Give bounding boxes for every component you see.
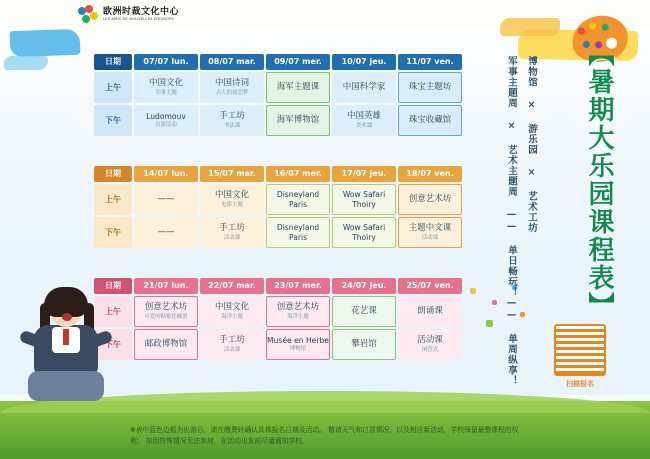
schedule-cell-title: 花艺课 [351, 306, 377, 317]
schedule-cell-title: Wow Safari Thoiry [342, 223, 386, 242]
table-row [94, 105, 462, 136]
confetti-icon [520, 312, 525, 317]
schedule-cell-title: Wow Safari Thoiry [342, 190, 386, 209]
header-cell-date: 10/07 jeu. [332, 54, 396, 70]
schedule-cell [134, 105, 198, 136]
schedule-cell-title: 海军主题课 [276, 82, 320, 93]
header-cell-date-label: 日期 [94, 54, 132, 70]
schedule-cell-subtitle: 美术课 [355, 122, 373, 129]
schedule-cell-subtitle: 闭营式 [421, 346, 439, 353]
row-label: 上午 [94, 72, 132, 103]
schedule-cell-title: Disneyland Paris [276, 190, 320, 209]
schedule-cell-subtitle: 古人的初恋梦 [215, 89, 249, 96]
table-row [94, 329, 462, 360]
header-cell-date: 22/07 mar. [200, 278, 264, 294]
schedule-cell [332, 184, 396, 215]
schedule-cell-title: Ludomouv [146, 112, 186, 122]
schedule-cell [200, 329, 264, 360]
schedule-cell [398, 184, 462, 215]
schedule-table-week-1 [92, 52, 464, 138]
schedule-cell-title: 创意艺术坊 [408, 194, 452, 205]
header-cell-date: 25/07 ven. [398, 278, 462, 294]
schedule-cell-title: 海军博物馆 [276, 115, 320, 126]
schedule-cell [200, 72, 264, 103]
table-header-row [94, 54, 462, 70]
schedule-cell [266, 184, 330, 215]
schedule-cell [398, 72, 462, 103]
schedule-cell-title: 手工坊 [219, 335, 245, 346]
table-row [94, 217, 462, 248]
header-cell-date: 07/07 lun. [134, 54, 198, 70]
schedule-cell-title: Disneyland Paris [276, 223, 320, 242]
schedule-cell [398, 296, 462, 327]
schedule-cell-title: 手工坊 [219, 111, 245, 122]
confetti-icon [470, 288, 476, 294]
schedule-cell-title: 邮政博物馆 [144, 339, 188, 350]
schedule-cell [134, 184, 198, 215]
schedule-cell-title: 中国科学家 [342, 82, 386, 93]
schedule-table-week-2 [92, 164, 464, 250]
header-cell-date: 23/07 mer. [266, 278, 330, 294]
schedule-cell-title: 中国文化 [214, 190, 249, 201]
confetti-icon [492, 300, 497, 305]
schedule-cell [134, 329, 198, 360]
schedule-cell-subtitle: 海洋主题 [221, 313, 243, 320]
schedule-cell [134, 217, 198, 248]
schedule-cell-title: 创意艺术坊 [144, 302, 188, 313]
header-cell-date-label: 日期 [94, 166, 132, 182]
schedule-cell [134, 296, 198, 327]
schedule-cell [332, 72, 396, 103]
schedule-cell-title: 手工坊 [219, 223, 245, 234]
header-cell-date: 18/07 ven. [398, 166, 462, 182]
table-row [94, 72, 462, 103]
schedule-cell-title: 中国英雄 [346, 111, 381, 122]
schedule-cell [332, 217, 396, 248]
schedule-cell-subtitle: 活动课 [223, 346, 241, 353]
schedule-cell [266, 105, 330, 136]
schedule-cell [332, 105, 396, 136]
schedule-cell [332, 329, 396, 360]
row-label: 上午 [94, 184, 132, 215]
schedule-cell-subtitle: 可爱的粘贴托邮票 [144, 313, 188, 320]
schedule-cell [398, 217, 462, 248]
schedule-cell [200, 217, 264, 248]
header-cell-date: 16/07 mer. [266, 166, 330, 182]
schedule-cell-subtitle: 活动课 [223, 234, 241, 241]
row-label: 上午 [94, 296, 132, 327]
poster-subtitle-line-1: 博物馆 × 游乐园 × 艺术工坊 [526, 56, 537, 233]
schedule-cell-title: —— [157, 194, 175, 205]
header-cell-date: 08/07 mar. [200, 54, 264, 70]
registration-qr-block[interactable] [548, 324, 612, 389]
confetti-icon [486, 320, 493, 327]
table-row [94, 296, 462, 327]
schedule-cell-subtitle: 海洋主题 [287, 313, 309, 320]
brand-name-cn: 欧洲时裁文化中心 [103, 7, 180, 18]
schedule-cell-title: 主题中文课 [408, 223, 452, 234]
brush-stroke-left-icon [10, 29, 81, 57]
schedule-cell [200, 105, 264, 136]
schedule-cell-title: —— [157, 227, 175, 238]
schedule-cell [332, 296, 396, 327]
poster-title: 【暑期大乐园课程表】 [584, 40, 614, 320]
schedule-cell [200, 296, 264, 327]
row-label: 下午 [94, 105, 132, 136]
header-cell-date: 11/07 ven. [398, 54, 462, 70]
header-cell-date: 21/07 lun. [134, 278, 198, 294]
row-label: 下午 [94, 217, 132, 248]
brand-name-fr: LES AMIS DE NOUVELLES D'EUROPE [103, 16, 174, 21]
schedule-cell-title: 创意艺术坊 [276, 302, 320, 313]
schedule-cell-subtitle: 电影主题 [221, 201, 243, 208]
header-cell-date: 24/07 jeu. [332, 278, 396, 294]
footnote-text: ※表中蓝色边框为出游日，请在缴费时确认具体报名日期及活动。 敬请天气和过冒情况，以及相应新活动，学校保留最整课程的权利； 如因特殊情况无法参加，在活动出发前尽量通知学校。 [130, 426, 519, 446]
schedule-cell-title: 中国文化 [148, 78, 183, 89]
poster-subtitle-line-2: 军事主题周 × 艺术主题周 —— 单日畅玩！—— 单周纵享！ [506, 56, 517, 386]
schedule-cell [134, 72, 198, 103]
schedule-cell-subtitle: 活动课 [421, 234, 439, 241]
schedule-cell-subtitle: 出游活动 [155, 122, 177, 129]
schedule-cell [266, 329, 330, 360]
schedule-cell-title: 朗诵课 [417, 306, 443, 317]
schedule-cell [266, 296, 330, 327]
table-row [94, 184, 462, 215]
schedule-cell-subtitle: 军事主题 [155, 89, 177, 96]
schedule-cell-title: 中国诗词 [214, 78, 249, 89]
header-cell-date: 15/07 mar. [200, 166, 264, 182]
schedule-cell-title: Musée en Herbe [267, 336, 329, 346]
header-cell-date: 14/07 lun. [134, 166, 198, 182]
header-cell-date: 09/07 mer. [266, 54, 330, 70]
brush-stroke-left-secondary-icon [4, 56, 48, 70]
row-label: 下午 [94, 329, 132, 360]
schedule-cell [398, 329, 462, 360]
qr-code-icon[interactable] [554, 324, 606, 376]
schedule-cell-subtitle: 书法课 [223, 122, 241, 129]
table-header-row [94, 166, 462, 182]
header-cell-date-label: 日期 [94, 278, 132, 294]
schedule-cell-title: 珠宝主题坊 [408, 82, 452, 93]
schedule-cell-title: 活动课 [417, 335, 443, 346]
schedule-cell [266, 72, 330, 103]
schedule-cell-subtitle: 博物馆 [289, 346, 307, 353]
logo-mark-icon [78, 5, 98, 25]
student-photo [20, 289, 112, 409]
schedule-cell [398, 105, 462, 136]
schedule-cell-title: 攀岩馆 [351, 339, 377, 350]
schedule-cell [266, 217, 330, 248]
brush-stroke-right-secondary-icon [500, 18, 560, 36]
brand-logo [78, 2, 206, 28]
schedule-cell-title: 中国文化 [214, 302, 249, 313]
schedule-cell-title: 珠宝收藏馆 [408, 115, 452, 126]
schedule-cell [200, 184, 264, 215]
schedule-table-week-3 [92, 276, 464, 362]
header-cell-date: 17/07 jeu. [332, 166, 396, 182]
table-header-row [94, 278, 462, 294]
qr-label: 扫描报名 [566, 380, 594, 388]
